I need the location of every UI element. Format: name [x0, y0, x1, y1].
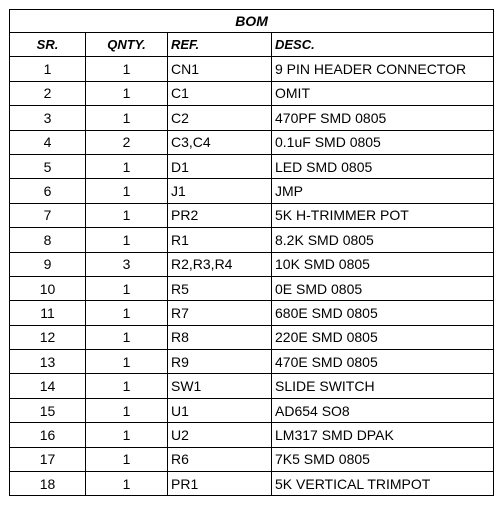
table-row — [10, 179, 494, 203]
ref-cell: SW1 — [168, 374, 272, 398]
qnty-cell: 2 — [86, 130, 168, 154]
desc-cell: AD654 SO8 — [272, 398, 494, 422]
table-row — [10, 130, 494, 154]
bom-table — [9, 9, 494, 496]
sr-cell: 14 — [10, 374, 86, 398]
ref-cell: R7 — [168, 301, 272, 325]
qnty-cell: 1 — [86, 203, 168, 227]
qnty-cell: 1 — [86, 472, 168, 496]
table-row — [10, 203, 494, 227]
table-row — [10, 325, 494, 349]
ref-cell: CN1 — [168, 57, 272, 81]
sr-cell: 13 — [10, 350, 86, 374]
ref-cell: C3,C4 — [168, 130, 272, 154]
sr-cell: 7 — [10, 203, 86, 227]
sr-cell: 8 — [10, 228, 86, 252]
desc-cell: 220E SMD 0805 — [272, 325, 494, 349]
table-row — [10, 447, 494, 471]
qnty-cell: 1 — [86, 374, 168, 398]
desc-cell: 9 PIN HEADER CONNECTOR — [272, 57, 494, 81]
desc-cell: 8.2K SMD 0805 — [272, 228, 494, 252]
ref-cell: C2 — [168, 106, 272, 130]
qnty-cell: 3 — [86, 252, 168, 276]
qnty-cell: 1 — [86, 154, 168, 178]
ref-cell: C1 — [168, 81, 272, 105]
qnty-cell: 1 — [86, 423, 168, 447]
table-row — [10, 301, 494, 325]
qnty-cell: 1 — [86, 447, 168, 471]
ref-cell: R9 — [168, 350, 272, 374]
qnty-cell: 1 — [86, 106, 168, 130]
header-sr: SR. — [10, 33, 86, 57]
table-row — [10, 350, 494, 374]
ref-cell: D1 — [168, 154, 272, 178]
sr-cell: 16 — [10, 423, 86, 447]
qnty-cell: 1 — [86, 276, 168, 300]
desc-cell: 5K VERTICAL TRIMPOT — [272, 472, 494, 496]
sr-cell: 5 — [10, 154, 86, 178]
sr-cell: 2 — [10, 81, 86, 105]
ref-cell: U1 — [168, 398, 272, 422]
ref-cell: PR2 — [168, 203, 272, 227]
sr-cell: 6 — [10, 179, 86, 203]
ref-cell: R5 — [168, 276, 272, 300]
qnty-cell: 1 — [86, 57, 168, 81]
table-row — [10, 154, 494, 178]
ref-cell: R6 — [168, 447, 272, 471]
sr-cell: 17 — [10, 447, 86, 471]
sr-cell: 12 — [10, 325, 86, 349]
sr-cell: 11 — [10, 301, 86, 325]
table-row — [10, 106, 494, 130]
bom-title: BOM — [10, 10, 494, 33]
header-desc: DESC. — [272, 33, 494, 57]
sr-cell: 18 — [10, 472, 86, 496]
desc-cell: OMIT — [272, 81, 494, 105]
ref-cell: R8 — [168, 325, 272, 349]
table-row — [10, 423, 494, 447]
header-row — [10, 33, 494, 57]
desc-cell: JMP — [272, 179, 494, 203]
desc-cell: 10K SMD 0805 — [272, 252, 494, 276]
desc-cell: LM317 SMD DPAK — [272, 423, 494, 447]
desc-cell: 0.1uF SMD 0805 — [272, 130, 494, 154]
desc-cell: 0E SMD 0805 — [272, 276, 494, 300]
ref-cell: R2,R3,R4 — [168, 252, 272, 276]
table-row — [10, 81, 494, 105]
table-row — [10, 252, 494, 276]
desc-cell: 680E SMD 0805 — [272, 301, 494, 325]
table-row — [10, 374, 494, 398]
qnty-cell: 1 — [86, 325, 168, 349]
sr-cell: 15 — [10, 398, 86, 422]
qnty-cell: 1 — [86, 179, 168, 203]
ref-cell: R1 — [168, 228, 272, 252]
header-ref: REF. — [168, 33, 272, 57]
table-row — [10, 57, 494, 81]
bom-body — [10, 57, 494, 496]
header-qnty: QNTY. — [86, 33, 168, 57]
desc-cell: SLIDE SWITCH — [272, 374, 494, 398]
sr-cell: 10 — [10, 276, 86, 300]
qnty-cell: 1 — [86, 398, 168, 422]
sr-cell: 1 — [10, 57, 86, 81]
ref-cell: J1 — [168, 179, 272, 203]
table-row — [10, 228, 494, 252]
desc-cell: 5K H-TRIMMER POT — [272, 203, 494, 227]
qnty-cell: 1 — [86, 81, 168, 105]
sr-cell: 4 — [10, 130, 86, 154]
desc-cell: 470PF SMD 0805 — [272, 106, 494, 130]
qnty-cell: 1 — [86, 350, 168, 374]
desc-cell: 7K5 SMD 0805 — [272, 447, 494, 471]
ref-cell: PR1 — [168, 472, 272, 496]
ref-cell: U2 — [168, 423, 272, 447]
sr-cell: 3 — [10, 106, 86, 130]
desc-cell: 470E SMD 0805 — [272, 350, 494, 374]
table-row — [10, 472, 494, 496]
sr-cell: 9 — [10, 252, 86, 276]
table-row — [10, 276, 494, 300]
desc-cell: LED SMD 0805 — [272, 154, 494, 178]
qnty-cell: 1 — [86, 228, 168, 252]
qnty-cell: 1 — [86, 301, 168, 325]
table-row — [10, 398, 494, 422]
